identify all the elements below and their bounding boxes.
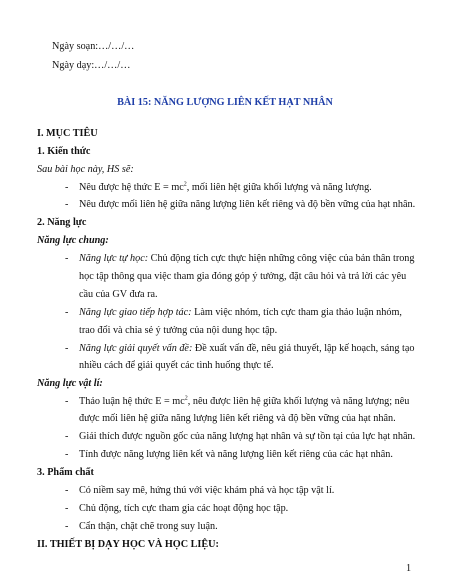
physics-competency-heading: Năng lực vật lí: (37, 378, 103, 389)
physics-competency-item: Tính được năng lượng liên kết và năng lượng liên kết riêng của các hạt nhân. (79, 449, 393, 460)
lesson-title: BÀI 15: NĂNG LƯỢNG LIÊN KẾT HẠT NHÂN (117, 97, 333, 108)
bullet-dash: - (65, 253, 69, 264)
competency-item: Năng lực giao tiếp hợp tác: Làm việc nhóm, tích cực tham gia thảo luận nhóm, (79, 307, 402, 318)
bullet-dash: - (65, 182, 69, 193)
bullet-dash: - (65, 449, 69, 460)
section-2-heading: II. THIẾT BỊ DẠY HỌC VÀ HỌC LIỆU: (37, 539, 219, 550)
knowledge-bullet: Nêu được mối liên hệ giữa năng lượng liên kết riêng và độ bền vững của hạt nhân. (79, 199, 416, 210)
competency-item-line: cầu của GV đưa ra. (79, 289, 158, 300)
bullet-dash: - (65, 343, 69, 354)
quality-item: Cẩn thận, chặt chẽ trong suy luận. (79, 521, 218, 532)
bullet-dash: - (65, 199, 69, 210)
ngay-soan: Ngày soạn:…/…/… (52, 41, 135, 52)
knowledge-intro: Sau bài học này, HS sẽ: (37, 164, 134, 175)
competency-item-line: học tập thông qua việc tham gia đóng góp ý tưởng, đặt câu hỏi và trả lời các yêu (79, 271, 407, 282)
physics-competency-item: Thảo luận hệ thức $E = mc^2$, nêu được liên hệ giữa khối lượng và năng lượng; nêu (79, 395, 410, 407)
bullet-dash: - (65, 485, 69, 496)
bullet-dash: - (65, 521, 69, 532)
competency-item-line: nhiều cách để giải quyết các tình huống thực tế. (79, 360, 274, 371)
competency-item-line: trao đổi và chia sẻ ý tưởng của nội dung học tập. (79, 325, 278, 336)
physics-competency-item: Giải thích được nguồn gốc của năng lượng hạt nhân và sự tồn tại của lực hạt nhân. (79, 431, 416, 442)
bullet-dash: - (65, 307, 69, 318)
competency-heading: 2. Năng lực (37, 217, 87, 228)
competency-item: Năng lực tự học: Chủ động tích cực thực hiện những công việc của bản thân trong (79, 253, 415, 264)
section-1-heading: I. MỤC TIÊU (37, 128, 98, 139)
competency-item: Năng lực giải quyết vấn đề: Đề xuất vấn đề, nêu giả thuyết, lập kế hoạch, sáng tạo (79, 343, 415, 354)
general-competency-heading: Năng lực chung: (37, 235, 109, 246)
page-number: 1 (406, 563, 412, 574)
bullet-dash: - (65, 396, 69, 407)
physics-competency-item-line: được mối liên hệ giữa năng lượng liên kết riêng và độ bền vững của hạt nhân. (79, 413, 396, 424)
bullet-dash: - (65, 503, 69, 514)
quality-item: Chủ động, tích cực tham gia các hoạt động học tập. (79, 503, 289, 514)
knowledge-bullet: Nêu được hệ thức $E = mc^2$, mối liên hệt giữa khối lượng và năng lượng. (79, 181, 372, 193)
knowledge-heading: 1. Kiến thức (37, 146, 91, 157)
qualities-heading: 3. Phẩm chất (37, 467, 94, 478)
bullet-dash: - (65, 431, 69, 442)
quality-item: Có niềm say mê, hứng thú với việc khám phá và học tập vật lí. (79, 485, 335, 496)
ngay-day: Ngày dạy:…/…/… (52, 60, 131, 71)
